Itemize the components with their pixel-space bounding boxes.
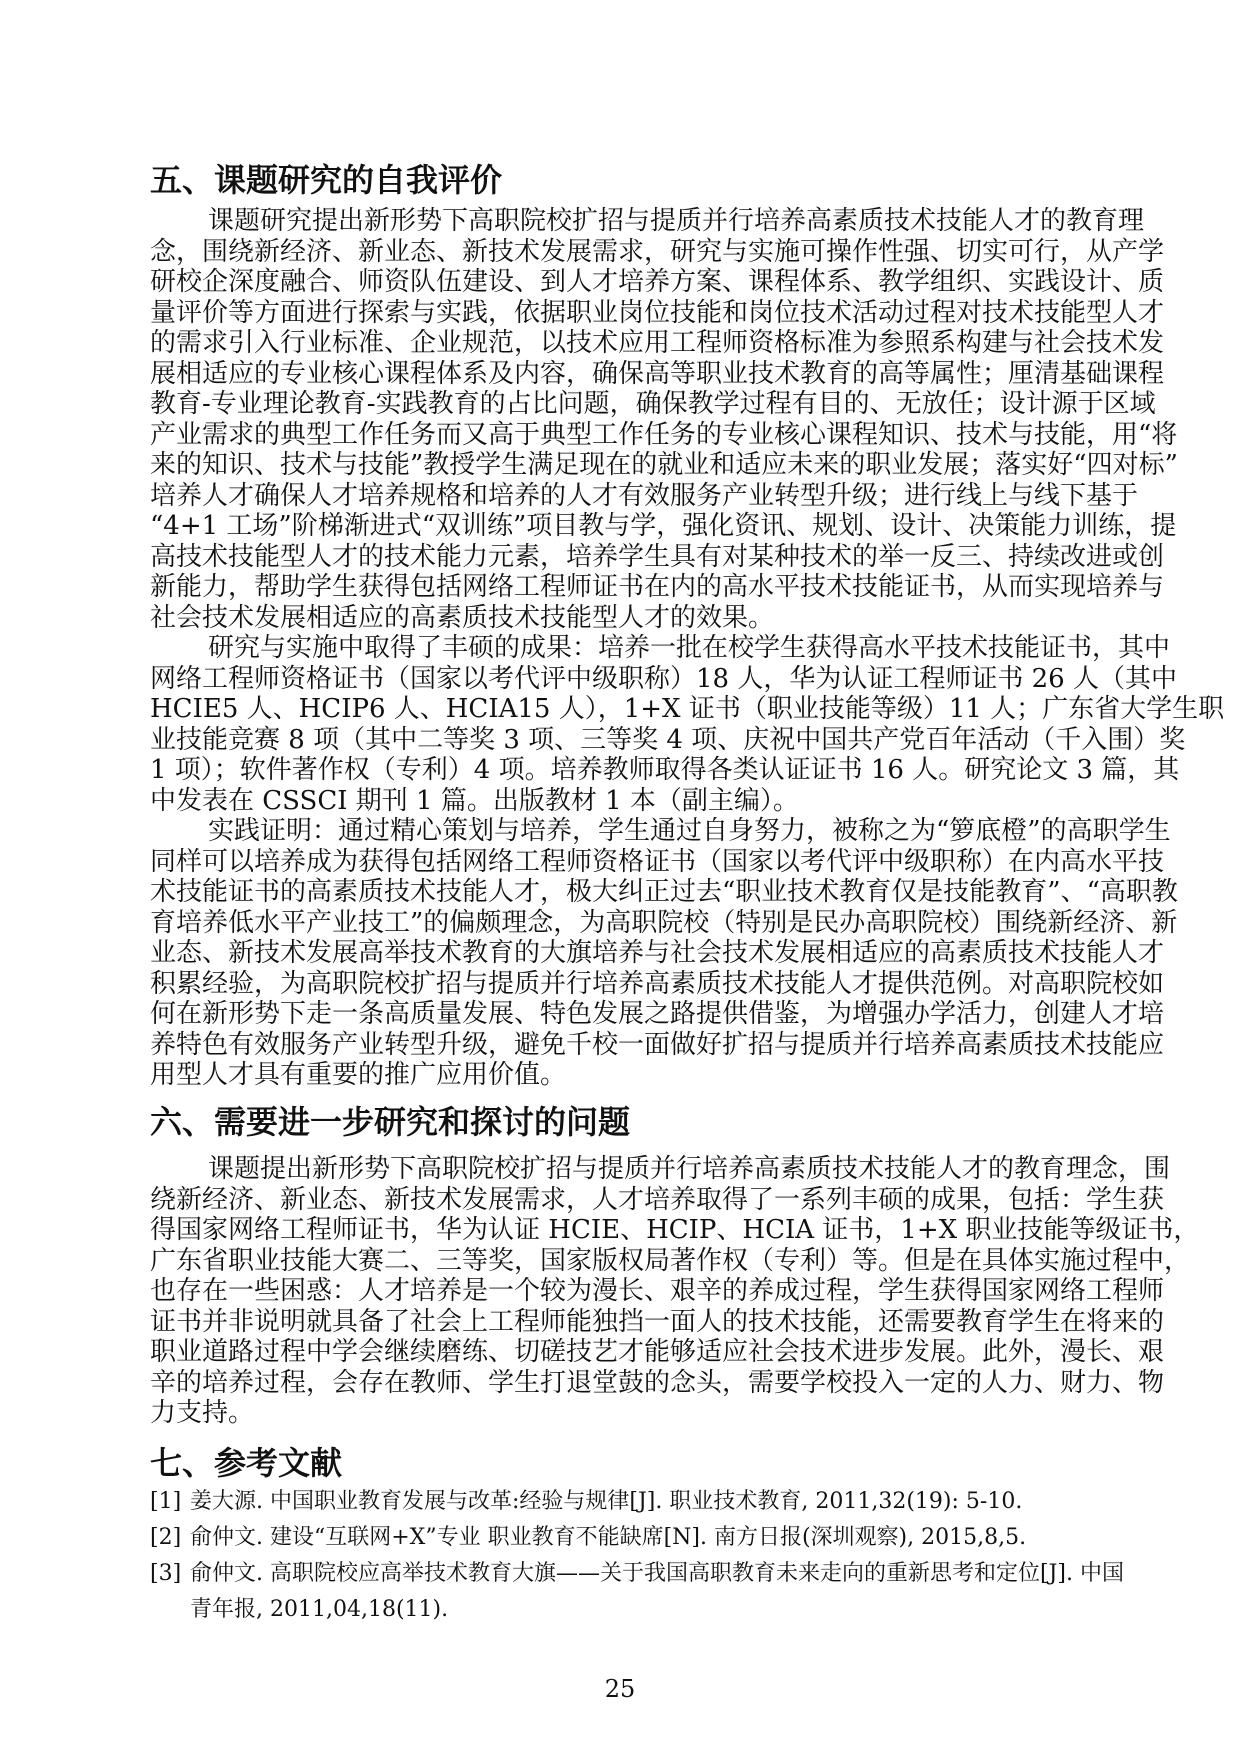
paragraph-line: 术技能证书的高素质技术技能人才，极大纠正过去“职业技术教育仅是技能教育”、“高职教 (150, 877, 1178, 907)
paragraph (150, 206, 1178, 633)
paragraph-line: 职业道路过程中学会继续磨练、切磋技艺才能够适应社会技术进步发展。此外，漫长、艰 (150, 1337, 1165, 1367)
reference-text: 姜大源. 中国职业教育发展与改革:经验与规律[J]. 职业技术教育, 2011,32(19): 5-10. (190, 1489, 1023, 1514)
reference-number: [3] (150, 1561, 182, 1586)
paragraph-line: 教育-专业理论教育-实践教育的占比问题，确保教学过程有目的、无放任；设计源于区域 (150, 389, 1156, 419)
paragraph-line: “4+1 工场”阶梯渐进式“双训练”项目教与学，强化资讯、规划、设计、决策能力训练，提 (150, 511, 1177, 541)
paragraph-line: 业态、新技术发展高举技术教育的大旗培养与社会技术发展相适应的高素质技术技能人才 (150, 938, 1165, 968)
paragraph-line: 量评价等方面进行探索与实践，依据职业岗位技能和岗位技术活动过程对技术技能型人才 (150, 297, 1165, 328)
paragraph-line: 也存在一些困惑：人才培养是一个较为漫长、艰辛的养成过程，学生获得国家网络工程师 (150, 1276, 1165, 1306)
paragraph-line: 力支持。 (150, 1398, 255, 1428)
paragraph (150, 1154, 1200, 1429)
section-heading-references: 七、参考文献 (150, 1444, 343, 1482)
paragraph-line: 育培养低水平产业技工”的偏颇理念，为高职院校（特别是民办高职院校）围绕新经济、新 (150, 907, 1178, 938)
section-body-further-research (150, 1154, 1200, 1429)
paragraph-line: 课题提出新形势下高职院校扩招与提质并行培养高素质技术技能人才的教育理念，围 (208, 1154, 1171, 1184)
paragraph (150, 816, 1178, 1091)
paragraph-line: 新能力，帮助学生获得包括网络工程师证书在内的高水平技术技能证书，从而实现培养与 (150, 572, 1165, 602)
page-number: 25 (604, 1675, 636, 1703)
reference-number: [2] (150, 1525, 182, 1550)
paragraph (150, 633, 1225, 816)
paragraph-line: 产业需求的典型工作任务而又高于典型工作任务的专业核心课程知识、技术与技能，用“将 (150, 419, 1178, 450)
paragraph-line: 的需求引入行业标准、企业规范，以技术应用工程师资格标准为参照系构建与社会技术发 (150, 328, 1165, 358)
paragraph-line: 养特色有效服务产业转型升级，避免千校一面做好扩招与提质并行培养高素质技术技能应 (150, 1029, 1165, 1060)
section-body-self-evaluation (150, 206, 1225, 1091)
reference-item (150, 1520, 1133, 1556)
paragraph-line: 研校企深度融合、师资队伍建设、到人才培养方案、课程体系、教学组织、实践设计、质 (150, 267, 1165, 297)
paragraph-line: 培养人才确保人才培养规格和培养的人才有效服务产业转型升级；进行线上与线下基于 (150, 480, 1139, 511)
paragraph-line: 得国家网络工程师证书，华为认证 HCIE、HCIP、HCIA 证书，1+X 职业技能等级证书， (150, 1215, 1200, 1245)
paragraph-line: 来的知识、技术与技能”教授学生满足现在的就业和适应未来的职业发展；落实好“四对标” (150, 450, 1178, 480)
paragraph-line: 展相适应的专业核心课程体系及内容，确保高等职业技术教育的高等属性；厘清基础课程 (150, 358, 1165, 389)
paragraph-line: 何在新形势下走一条高质量发展、特色发展之路提供借鉴，为增强办学活力，创建人才培 (150, 999, 1165, 1029)
paragraph-line: 高技术技能型人才的技术能力元素，培养学生具有对某种技术的举一反三、持续改进或创 (150, 541, 1165, 572)
paragraph-line: 同样可以培养成为获得包括网络工程师资格证书（国家以考代评中级职称）在内高水平技 (150, 846, 1165, 877)
paragraph-line: 研究与实施中取得了丰硕的成果：培养一批在校学生获得高水平技术技能证书，其中 (208, 633, 1171, 663)
section-heading-self-evaluation: 五、课题研究的自我评价 (150, 161, 503, 199)
paragraph-line: HCIE5 人、HCIP6 人、HCIA15 人），1+X 证书（职业技能等级）11 人；广东省大学生职 (150, 694, 1225, 724)
section-heading-further-research: 六、需要进一步研究和探讨的问题 (150, 1103, 631, 1141)
paragraph-line: 用型人才具有重要的推广应用价值。 (150, 1060, 567, 1090)
paragraph-line: 社会技术发展相适应的高素质技术技能型人才的效果。 (150, 602, 775, 633)
paragraph-line: 证书并非说明就具备了社会上工程师能独挡一面人的技术技能，还需要教育学生在将来的 (150, 1306, 1165, 1337)
paragraph-line: 课题研究提出新形势下高职院校扩招与提质并行培养高素质技术技能人才的教育理 (208, 206, 1145, 236)
reference-list (150, 1484, 1133, 1628)
paragraph-line: 业技能竞赛 8 项（其中二等奖 3 项、三等奖 4 项、庆祝中国共产党百年活动（千入围）奖 (150, 724, 1186, 755)
paragraph-line: 中发表在 CSSCI 期刊 1 篇。出版教材 1 本（副主编）。 (150, 785, 799, 816)
paragraph-line: 积累经验，为高职院校扩招与提质并行培养高素质技术技能人才提供范例。对高职院校如 (150, 968, 1165, 999)
paragraph-line: 1 项）；软件著作权（专利）4 项。培养教师取得各类认证证书 16 人。研究论文 3 篇，其 (150, 755, 1180, 785)
paragraph-line: 实践证明：通过精心策划与培养，学生通过自身努力，被称之为“箩底橙”的高职学生 (208, 816, 1171, 846)
reference-text: 俞仲文. 高职院校应高举技术教育大旗——关于我国高职教育未来走向的重新思考和定位[J]. 中国青年报, 2011,04,18(11). (190, 1561, 1124, 1622)
reference-item (150, 1556, 1133, 1628)
paragraph-line: 辛的培养过程，会存在教师、学生打退堂鼓的念头，需要学校投入一定的人力、财力、物 (150, 1367, 1165, 1398)
paragraph-line: 网络工程师资格证书（国家以考代评中级职称）18 人，华为认证工程师证书 26 人（其中 (150, 663, 1177, 694)
paragraph-line: 念，围绕新经济、新业态、新技术发展需求，研究与实施可操作性强、切实可行，从产学 (150, 236, 1165, 267)
paragraph-line: 广东省职业技能大赛二、三等奖，国家版权局著作权（专利）等。但是在具体实施过程中， (150, 1245, 1191, 1276)
reference-text: 俞仲文. 建设“互联网+X”专业 职业教育不能缺席[N]. 南方日报(深圳观察), 2015,8,5. (190, 1525, 1027, 1550)
paragraph-line: 绕新经济、新业态、新技术发展需求，人才培养取得了一系列丰硕的成果，包括：学生获 (150, 1184, 1165, 1215)
reference-number: [1] (150, 1489, 182, 1514)
reference-item (150, 1484, 1133, 1520)
